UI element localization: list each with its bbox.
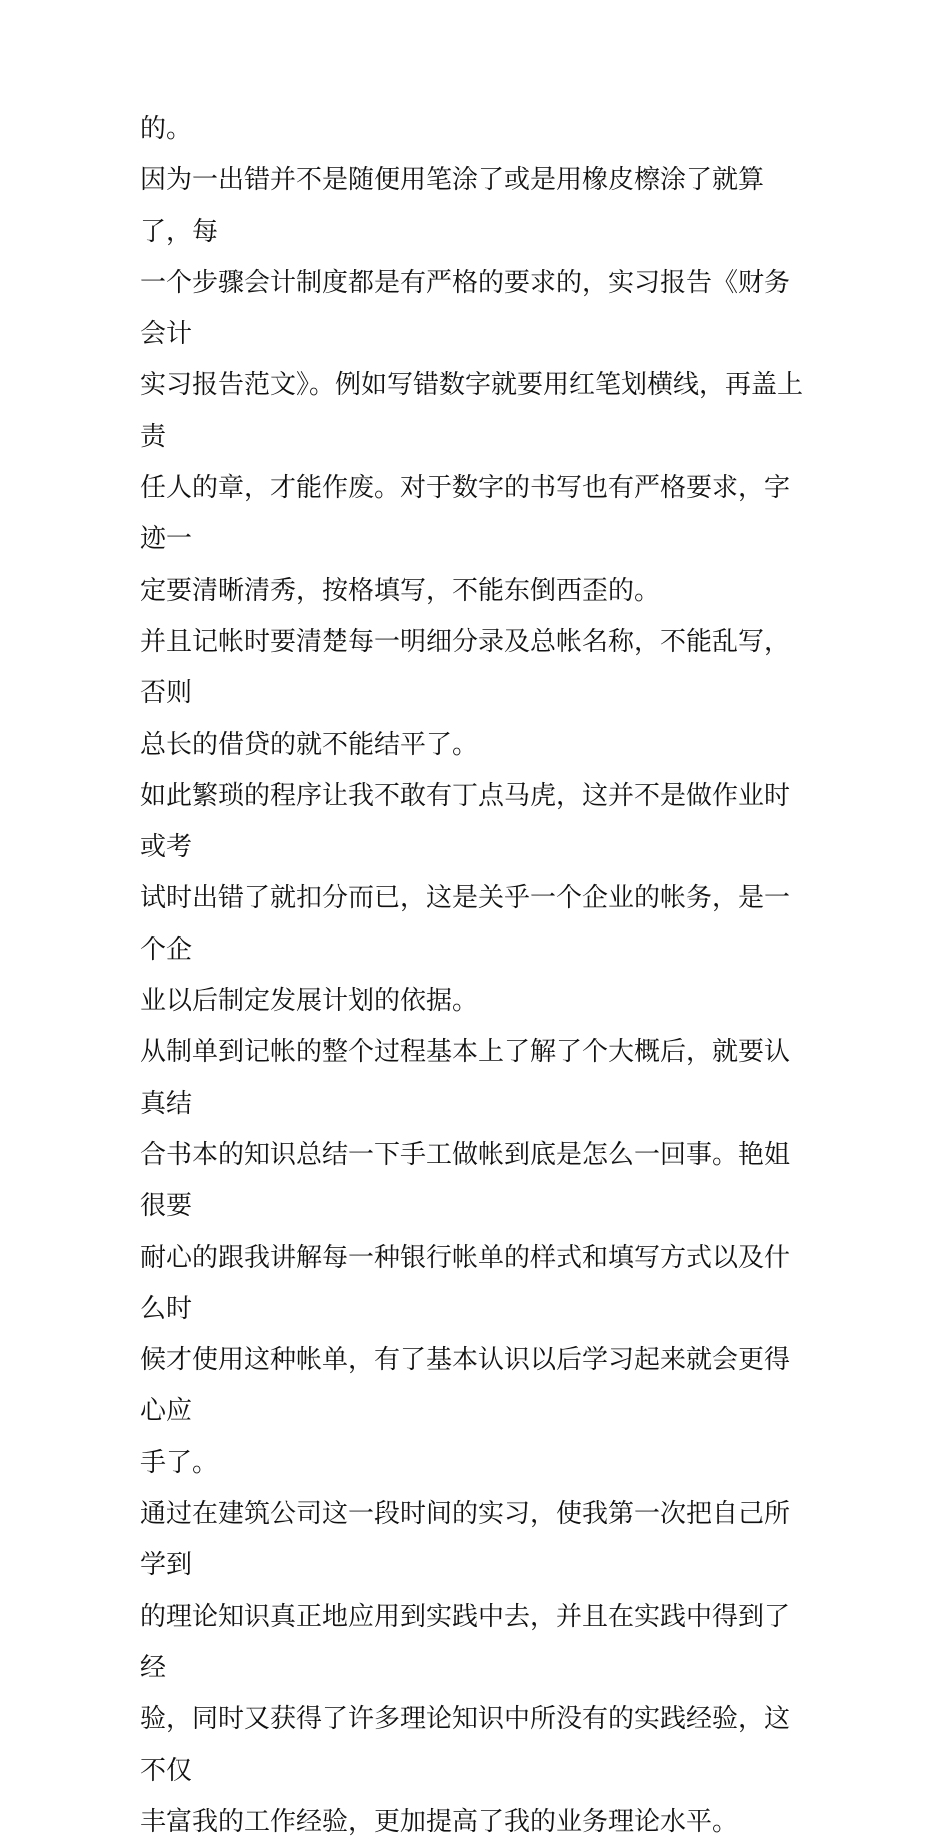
paragraph-6: 通过在建筑公司这一段时间的实习，使我第一次把自己所学到 的理论知识真正地应用到实践中去，并且在实践中得到了经 验，同时又获得了许多理论知识中所没有的实践经验，这不仅 丰富我的工作经验，更加提高了我的业务理论水平。 [140, 1499, 791, 1837]
paragraph-1: 的。 [140, 114, 193, 144]
paragraph-5: 从制单到记帐的整个过程基本上了解了个大概后，就要认真结 合书本的知识总结一下手工做帐到底是怎么一回事。艳姐很要 耐心的跟我讲解每一种银行帐单的样式和填写方式以及什么时 候才使用这种帐单，有了基本认识以后学习起来就会更得心应 手了。 [140, 1037, 791, 1478]
paragraph-3: 并且记帐时要清楚每一明细分录及总帐名称，不能乱写，否则 总长的借贷的就不能结平了。 [140, 626, 791, 760]
document-body [140, 104, 812, 1848]
paragraph-2: 因为一出错并不是随便用笔涂了或是用橡皮檫涂了就算了，每 一个步骤会计制度都是有严格的要求的，实习报告《财务会计 实习报告范文》。例如写错数字就要用红笔划横线，再盖上责 任人的章，才能作废。对于数字的书写也有严格要求，字迹一 定要清晰清秀，按格填写，不能东倒西歪的。 [140, 165, 804, 606]
paragraph-4: 如此繁琐的程序让我不敢有丁点马虎，这并不是做作业时或考 试时出错了就扣分而已，这是关乎一个企业的帐务，是一个企 业以后制定发展计划的依据。 [140, 780, 791, 1017]
